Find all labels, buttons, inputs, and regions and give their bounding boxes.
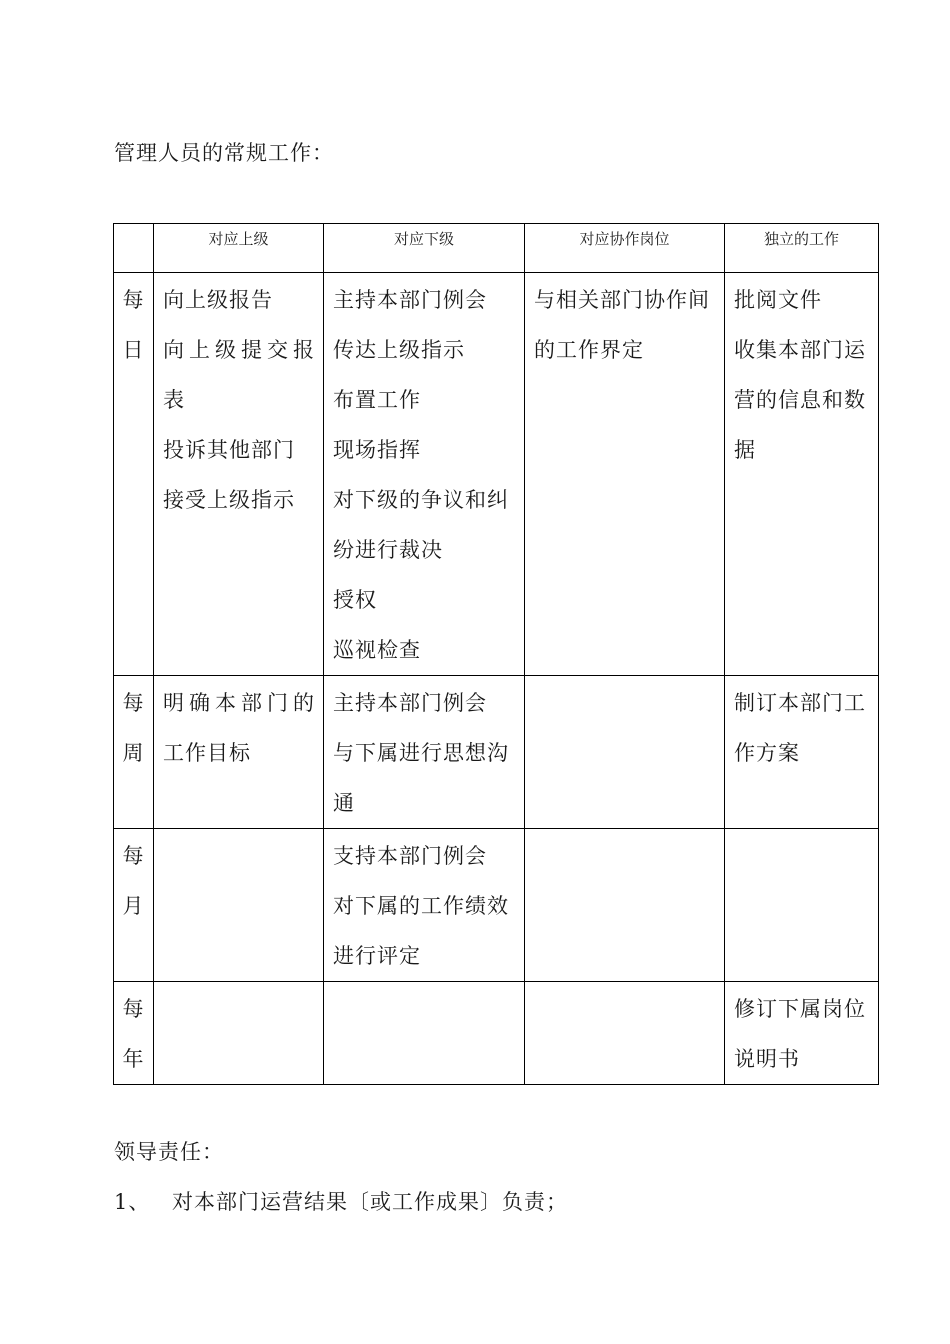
- cell-line: 纷进行裁决: [333, 538, 443, 562]
- cell-line: 对下属的工作绩效: [333, 894, 509, 918]
- cell-subordinate: [324, 829, 525, 982]
- header-peer: 对应协作岗位: [525, 224, 725, 273]
- cell-line: 投诉其他部门: [163, 438, 295, 462]
- cell-line: 周: [122, 741, 145, 765]
- header-period: [114, 224, 154, 273]
- cell-superior: [154, 676, 324, 829]
- cell-superior: [154, 829, 324, 982]
- cell-independent: [725, 829, 879, 982]
- cell-line: 通: [333, 791, 355, 815]
- section-title: 管理人员的常规工作：: [114, 141, 334, 165]
- cell-line: 明确本部门的: [163, 691, 315, 715]
- cell-line: 授权: [333, 588, 377, 612]
- cell-line: 月: [122, 894, 145, 918]
- cell-peer: [525, 273, 725, 676]
- cell-line: 每: [122, 997, 145, 1021]
- cell-subordinate: [324, 982, 525, 1085]
- cell-subordinate: [324, 273, 525, 676]
- list-item-text: 对本部门运营结果〔或工作成果〕负责；: [172, 1190, 568, 1214]
- table-row: [114, 982, 879, 1085]
- cell-superior: [154, 273, 324, 676]
- header-subordinate: 对应下级: [324, 224, 525, 273]
- list-item-number: 1、: [114, 1190, 151, 1214]
- cell-line: 支持本部门例会: [333, 844, 487, 868]
- cell-line: 制订本部门工: [734, 691, 866, 715]
- cell-superior: [154, 982, 324, 1085]
- cell-line: 修订下属岗位: [734, 997, 866, 1021]
- cell-line: 每: [122, 691, 145, 715]
- cell-peer: [525, 676, 725, 829]
- cell-line: 每: [122, 288, 145, 312]
- cell-line: 进行评定: [333, 944, 421, 968]
- table-row: [114, 676, 879, 829]
- cell-line: 的工作界定: [534, 338, 644, 362]
- cell-line: 向上级提交报: [163, 338, 315, 362]
- cell-line: 每: [122, 844, 145, 868]
- cell-independent: [725, 273, 879, 676]
- cell-line: 向上级报告: [163, 288, 273, 312]
- cell-line: 现场指挥: [333, 438, 421, 462]
- cell-line: 接受上级指示: [163, 488, 295, 512]
- header-superior: 对应上级: [154, 224, 324, 273]
- cell-line: 日: [122, 338, 145, 362]
- cell-line: 主持本部门例会: [333, 691, 487, 715]
- leadership-title: 领导责任：: [114, 1140, 224, 1164]
- cell-line: 巡视检查: [333, 638, 421, 662]
- cell-peer: [525, 829, 725, 982]
- cell-line: 收集本部门运: [734, 338, 866, 362]
- cell-line: 传达上级指示: [333, 338, 465, 362]
- cell-line: 批阅文件: [734, 288, 822, 312]
- cell-line: 年: [122, 1047, 145, 1071]
- cell-line: 表: [163, 388, 185, 412]
- cell-line: 工作目标: [163, 741, 251, 765]
- cell-peer: [525, 982, 725, 1085]
- cell-line: 营的信息和数: [734, 388, 866, 412]
- cell-line: 说明书: [734, 1047, 800, 1071]
- cell-line: 据: [734, 438, 756, 462]
- cell-period: [114, 829, 154, 982]
- duty-table: [113, 223, 879, 1085]
- header-independent: 独立的工作: [725, 224, 879, 273]
- cell-period: [114, 273, 154, 676]
- cell-independent: [725, 676, 879, 829]
- table-header-row: [114, 224, 879, 273]
- cell-line: 与相关部门协作间: [534, 288, 710, 312]
- cell-line: 布置工作: [333, 388, 421, 412]
- table-row: [114, 273, 879, 676]
- cell-line: 与下属进行思想沟: [333, 741, 509, 765]
- cell-independent: [725, 982, 879, 1085]
- cell-line: 对下级的争议和纠: [333, 488, 509, 512]
- cell-line: 主持本部门例会: [333, 288, 487, 312]
- table-row: [114, 829, 879, 982]
- cell-period: [114, 982, 154, 1085]
- cell-subordinate: [324, 676, 525, 829]
- list-item: [114, 1186, 568, 1216]
- cell-line: 作方案: [734, 741, 800, 765]
- cell-period: [114, 676, 154, 829]
